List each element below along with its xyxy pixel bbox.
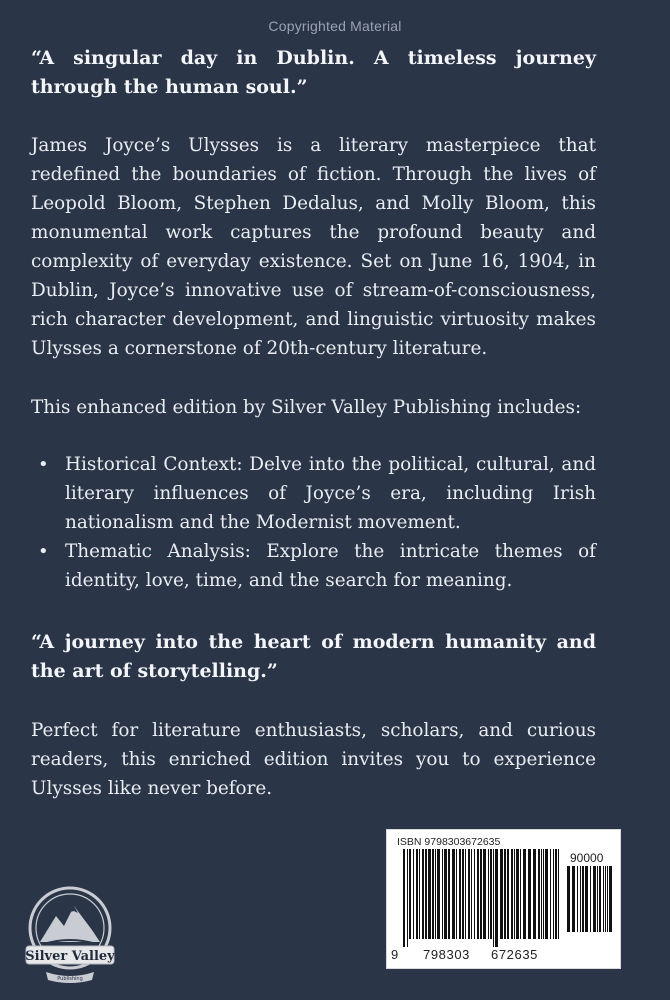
logo-name: Silver Valley [25, 949, 115, 964]
addon-barcode-bars [565, 866, 613, 958]
barcode-bar [528, 849, 531, 939]
list-item-text: Thematic Analysis: Explore the intricate themes of identity, love, time, and the search for meaning. [65, 541, 596, 591]
barcode-bar [448, 849, 450, 939]
silver-valley-logo [22, 880, 118, 990]
barcode-bar [456, 849, 457, 939]
barcode-bar [533, 849, 536, 939]
barcode-bar [442, 849, 443, 939]
barcode-bar [488, 849, 489, 939]
barcode-bar [543, 849, 544, 939]
intro-paragraph: James Joyce’s Ulysses is a literary masterpiece that redefined the boundaries of fiction. Through the lives of Leopold Bloom, Stephen Dedalus, and Molly Bloom, this monumental work captures the profound beauty and complexity of everyday existence. Set on June 16, 1904, in Dublin, Joyce’s innovative use of stream-of-consciousness, rich character development, and linguistic virtuosity makes Ulysses a cornerstone of 20th-century literature. [31, 135, 596, 359]
list-item [31, 450, 596, 537]
top-quote: “A singular day in Dublin. A timeless journey through the human soul.” [31, 47, 596, 98]
barcode-bar [500, 849, 503, 939]
barcode-bar [471, 849, 472, 939]
barcode-bar [603, 866, 604, 932]
barcode-bar [422, 849, 424, 939]
barcode-bar [495, 849, 498, 947]
barcode-bars [401, 849, 561, 947]
barcode-bar [493, 849, 494, 947]
barcode-bar [555, 849, 557, 939]
barcode-bar [607, 866, 608, 932]
feature-list [31, 450, 596, 595]
barcode-bar [577, 866, 578, 932]
price-code: 90000 [570, 851, 604, 865]
barcode-bar [609, 866, 612, 932]
barcode-bar [580, 866, 581, 932]
barcode-bar [459, 849, 461, 939]
bullet-icon: • [38, 541, 49, 562]
barcode-bar [465, 849, 466, 939]
barcode-bar [514, 849, 515, 939]
barcode-bar [490, 849, 492, 939]
back-cover-text [31, 44, 596, 803]
barcode-bar [403, 849, 405, 947]
barcode-bar [550, 849, 551, 939]
barcode-bar [572, 866, 575, 932]
barcode-bar [474, 849, 475, 939]
barcode-bar [483, 849, 486, 939]
isbn-right-digits: 672635 [491, 947, 538, 962]
barcode-bar [480, 849, 482, 939]
bullet-icon: • [38, 454, 49, 475]
barcode-bar [419, 849, 420, 939]
barcode-bar [477, 849, 479, 939]
barcode-bar [605, 866, 606, 932]
barcode-bar [425, 849, 427, 939]
isbn-lead-digit: 9 [391, 947, 399, 962]
isbn-barcode [386, 829, 621, 969]
barcode-bar [416, 849, 418, 939]
barcode-bar [599, 866, 601, 932]
barcode-bar [407, 849, 408, 947]
barcode-bar [553, 849, 554, 939]
copyright-watermark: Copyrighted Material [268, 18, 402, 34]
barcode-bar [538, 849, 540, 939]
barcode-bar [558, 849, 559, 939]
barcode-bar [432, 849, 434, 939]
isbn-left-digits: 798303 [423, 947, 470, 962]
closing-paragraph: Perfect for literature enthusiasts, scholars, and curious readers, this enriched edition invites you to experience Ulysses like never before. [31, 720, 596, 799]
barcode-bar [507, 849, 509, 939]
edition-intro: This enhanced edition by Silver Valley Publishing includes: [31, 397, 582, 418]
barcode-bar [511, 849, 513, 939]
barcode-bar [516, 849, 519, 939]
barcode-bar [597, 866, 598, 932]
barcode-bar [520, 849, 521, 939]
bottom-quote: “A journey into the heart of modern humanity and the art of storytelling.” [31, 631, 596, 682]
barcode-bar [593, 866, 596, 932]
barcode-bar [582, 866, 584, 932]
list-item [31, 537, 596, 595]
barcode-bar [468, 849, 470, 939]
barcode-bar [567, 866, 570, 932]
logo-subtitle: Publishing [57, 976, 83, 982]
barcode-bar [413, 849, 414, 939]
barcode-bar [437, 849, 440, 939]
barcode-bar [452, 849, 455, 939]
list-item-text: Historical Context: Delve into the political, cultural, and literary influences of Joyce’s era, including Irish nationalism and the Modernist movement. [65, 454, 596, 533]
barcode-bar [428, 849, 431, 939]
barcode-bar [504, 849, 506, 939]
barcode-bar [585, 866, 588, 932]
barcode-bar [462, 849, 464, 939]
barcode-bar [541, 849, 542, 939]
barcode-bar [435, 849, 436, 939]
barcode-bar [545, 849, 548, 939]
barcode-bar [590, 866, 591, 932]
barcode-bar [444, 849, 447, 939]
barcode-bar [523, 849, 526, 939]
barcode-bar [409, 849, 411, 939]
isbn-label: ISBN 9798303672635 [397, 836, 501, 848]
